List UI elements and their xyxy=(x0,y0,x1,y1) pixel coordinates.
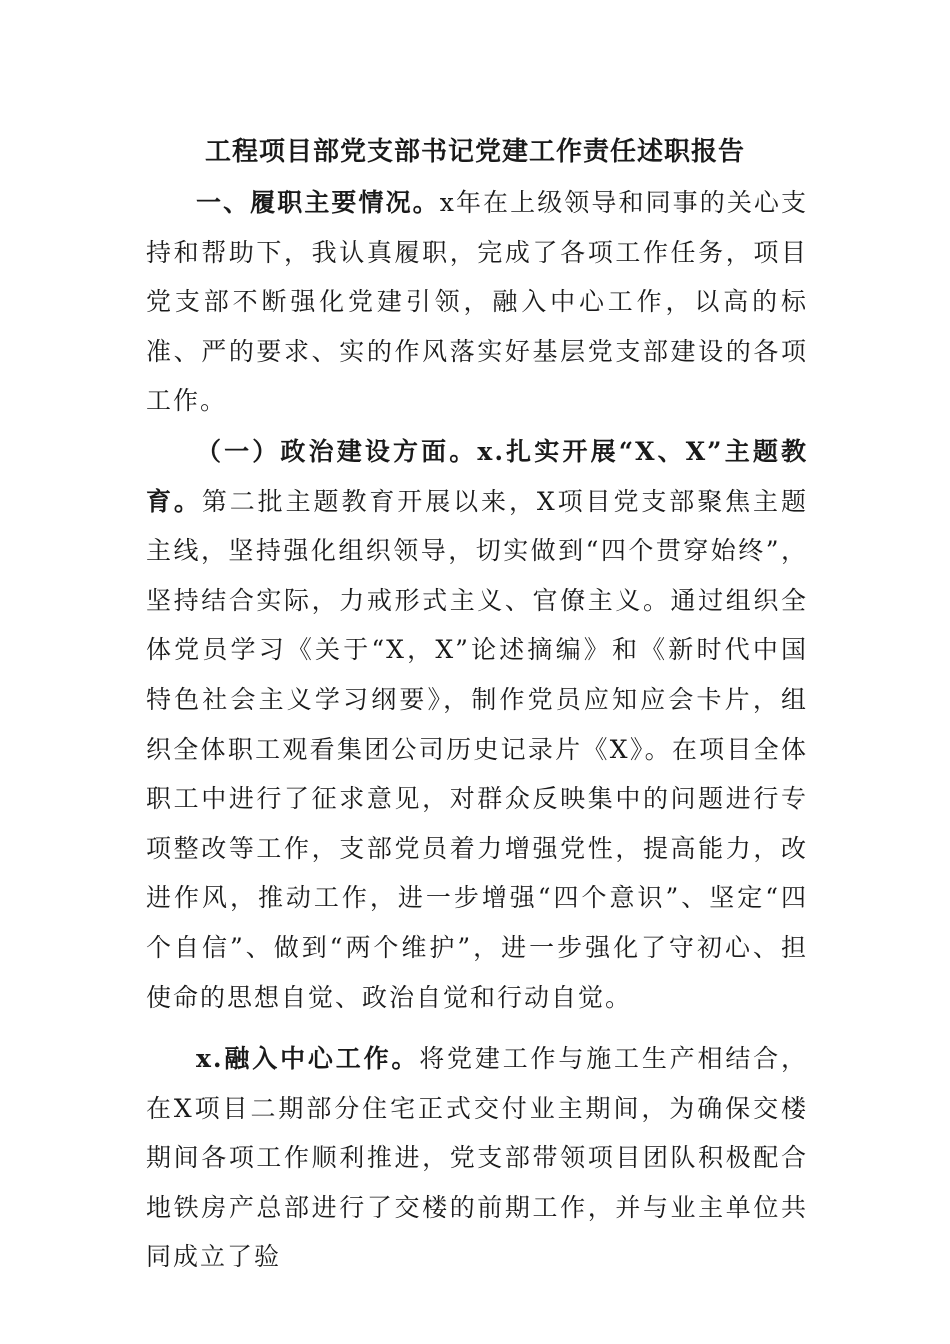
paragraph-heading: 一、履职主要情况。 xyxy=(196,188,440,217)
paragraph-political-construction xyxy=(146,427,808,1022)
paragraph-text: 将党建工作与施工生产相结合，在X项目二期部分住宅正式交付业主期间，为确保交楼期间各项工作顺利推进，党支部带领项目团队积极配合地铁房产总部进行了交楼的前期工作，并与业主单位共同成立了验 xyxy=(146,1044,808,1272)
paragraph-text: 第二批主题教育开展以来，X项目党支部聚焦主题主线，坚持强化组织领导，切实做到“四个贯穿始终”，坚持结合实际，力戒形式主义、官僚主义。通过组织全体党员学习《关于“X，X”论述摘编》和《新时代中国特色社会主义学习纲要》，制作党员应知应会卡片，组织全体职工观看集团公司历史记录片《X》。在项目全体职工中进行了征求意见，对群众反映集中的问题进行专项整改等工作，支部党员着力增强党性，提高能力，改进作风，推动工作，进一步增强“四个意识”、坚定“四个自信”、做到“两个维护”，进一步强化了守初心、担使命的思想自觉、政治自觉和行动自觉。 xyxy=(146,486,808,1012)
paragraph-heading: （一）政治建设方面。x.扎实开展“X、X”主题教育。 xyxy=(146,436,808,516)
document-body xyxy=(146,178,808,1282)
paragraph-heading: x.融入中心工作。 xyxy=(196,1044,420,1074)
paragraph-text: x年在上级领导和同事的关心支持和帮助下，我认真履职，完成了各项工作任务，项目党支部不断强化党建引领，融入中心工作，以高的标准、严的要求、实的作风落实好基层党支部建设的各项工作。 xyxy=(146,188,808,416)
paragraph-central-work xyxy=(146,1034,808,1282)
document-title: 工程项目部党支部书记党建工作责任述职报告 xyxy=(204,137,745,167)
paragraph-performance-overview xyxy=(146,178,808,426)
